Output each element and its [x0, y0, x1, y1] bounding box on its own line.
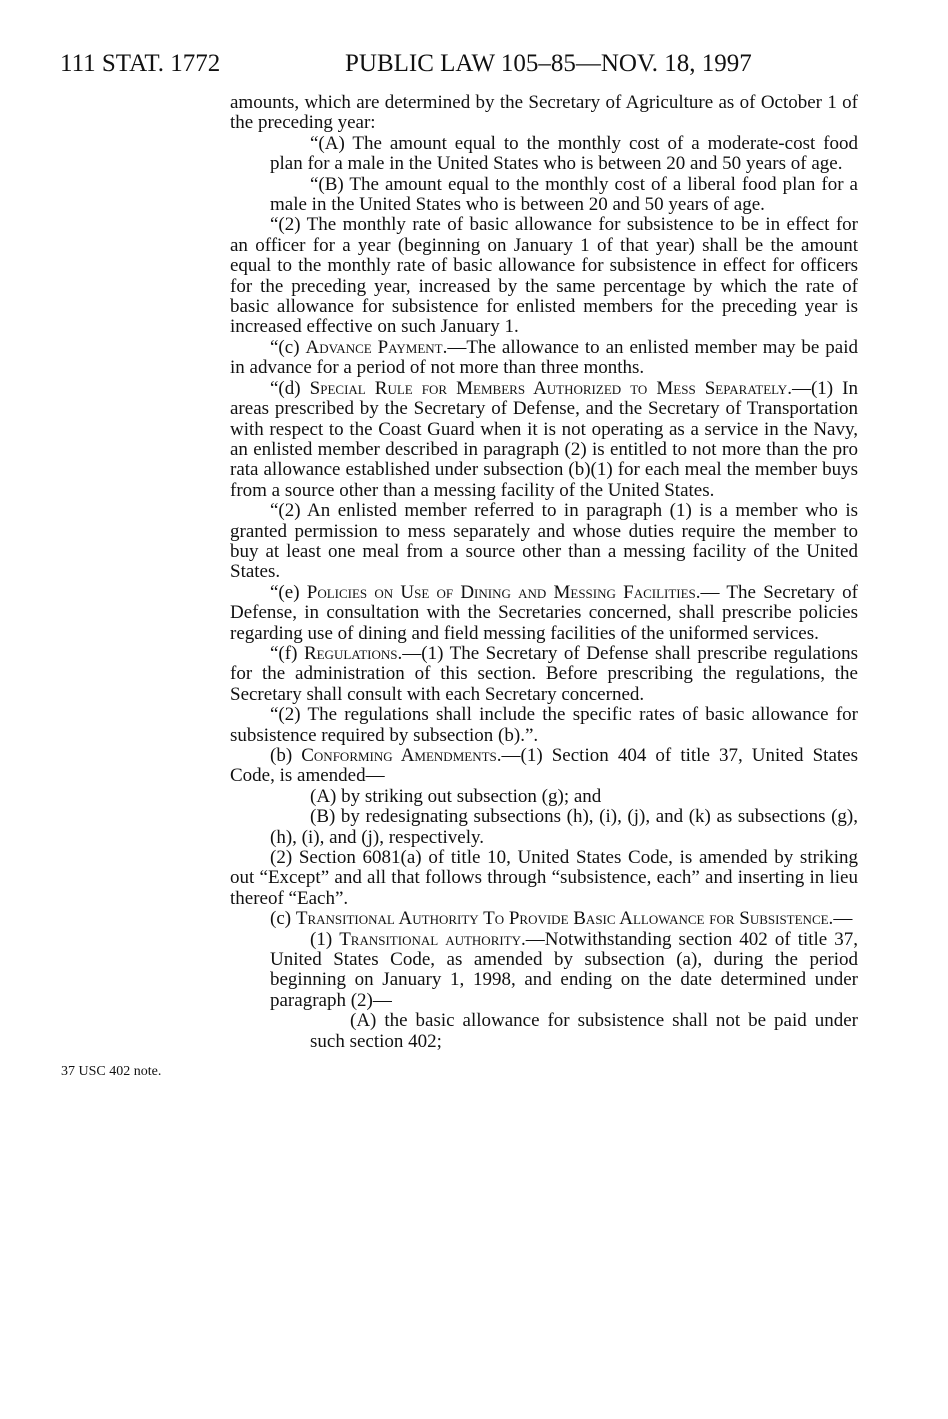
page-header: [60, 50, 860, 86]
paragraph: [230, 379, 858, 501]
paragraph: (B) by redesignating subsections (h), (i), (j), and (k) as subsections (g), (h), (i), and (j), respectively.: [270, 806, 858, 848]
paragraph-text: —(1) Section 404 of title 37, United States Code, is amended—: [230, 745, 858, 787]
section-heading: Transitional authority.: [339, 928, 526, 950]
section-heading: Special Rule for Members Authorized to Mess Separately.: [309, 377, 792, 399]
paragraph: (A) the basic allowance for subsistence shall not be paid under such section 402;: [310, 1010, 858, 1052]
paragraph-text: —(1) In areas prescribed by the Secretary of Defense, and the Secretary of Transportation with respect to the Coast Guard when it is not operating as a service in the Navy, an enlisted member described in paragraph (2) is entitled to not more than the pro rata allowance established under subsection (b)(1) for each meal the member buys from a source other than a messing facility of the United States.: [230, 377, 858, 501]
section-heading: Conforming Amendments.: [301, 745, 502, 766]
paragraph-text: — The Secretary of Defense, in consultation with the Secretaries concerned, shall prescribe policies regarding use of dining and field messing facilities of the uniformed services.: [230, 581, 858, 644]
paragraph: amounts, which are determined by the Secretary of Agriculture as of October 1 of the preceding year:: [230, 92, 858, 134]
document-body: [230, 93, 858, 1052]
paragraph-lead: “(e): [270, 581, 307, 603]
paragraph: (2) Section 6081(a) of title 10, United States Code, is amended by striking out “Except” and all that follows through “subsistence, each” and inserting in lieu thereof “Each”.: [230, 847, 858, 909]
margin-note: 37 USC 402 note.: [61, 1064, 162, 1079]
paragraph-lead: “(c): [270, 336, 306, 358]
paragraph-lead: “(d): [270, 377, 310, 399]
paragraph-lead: (c): [270, 908, 296, 930]
paragraph-text: —: [833, 908, 853, 930]
paragraph-lead: (b): [270, 745, 302, 766]
paragraph-lead: “(f): [270, 642, 304, 664]
paragraph-lead: (1): [310, 928, 340, 950]
paragraph: [230, 583, 858, 644]
paragraph: [230, 338, 858, 379]
paragraph: [230, 909, 858, 929]
paragraph: [230, 930, 858, 1012]
paragraph-text: —The allowance to an enlisted member may be paid in advance for a period of not more than three months.: [230, 336, 858, 379]
section-heading: Regulations.: [303, 642, 403, 664]
paragraph: [230, 746, 858, 787]
paragraph: (A) by striking out subsection (g); and: [310, 785, 602, 807]
section-heading: Advance Payment.: [305, 336, 448, 358]
paragraph: “(2) The monthly rate of basic allowance for subsistence to be in effect for an officer for a year (beginning on January 1 of that year) shall be the amount equal to the monthly rate of basic allowance for subsistence in effect for officers for the preceding year, increased by the same percentage by which the rate of basic allowance for subsistence for enlisted members for the preceding year is increased effective on such January 1.: [230, 214, 858, 338]
paragraph: “(2) An enlisted member referred to in paragraph (1) is a member who is granted permission to mess separately and whose duties require the member to buy at least one meal from a source other than a messing facility of the United States.: [230, 500, 858, 583]
paragraph: “(B) The amount equal to the monthly cost of a liberal food plan for a male in the United States who is between 20 and 50 years of age.: [270, 173, 858, 216]
paragraph: [230, 644, 858, 705]
paragraph-text: —(1) The Secretary of Defense shall prescribe regulations for the administration of this section. Before prescribing the regulations, the Secretary shall consult with each Secretary concerned.: [230, 642, 858, 705]
paragraph-text: —Notwithstanding section 402 of title 37, United States Code, as amended by subsection (a), during the period beginning on January 1, 1998, and ending on the date determined under paragraph (2)—: [270, 928, 859, 1011]
paragraph: “(A) The amount equal to the monthly cost of a moderate-cost food plan for a male in the United States who is between 20 and 50 years of age.: [270, 132, 858, 175]
section-heading: Transitional Authority To Provide Basic Allowance for Subsistence.: [295, 908, 834, 930]
public-law-title: PUBLIC LAW 105–85—NOV. 18, 1997: [345, 50, 752, 77]
section-heading: Policies on Use of Dining and Messing Facilities.: [306, 581, 701, 603]
paragraph: “(2) The regulations shall include the specific rates of basic allowance for subsistence required by subsection (b).”.: [230, 704, 858, 746]
statute-citation: 111 STAT. 1772: [60, 50, 221, 77]
